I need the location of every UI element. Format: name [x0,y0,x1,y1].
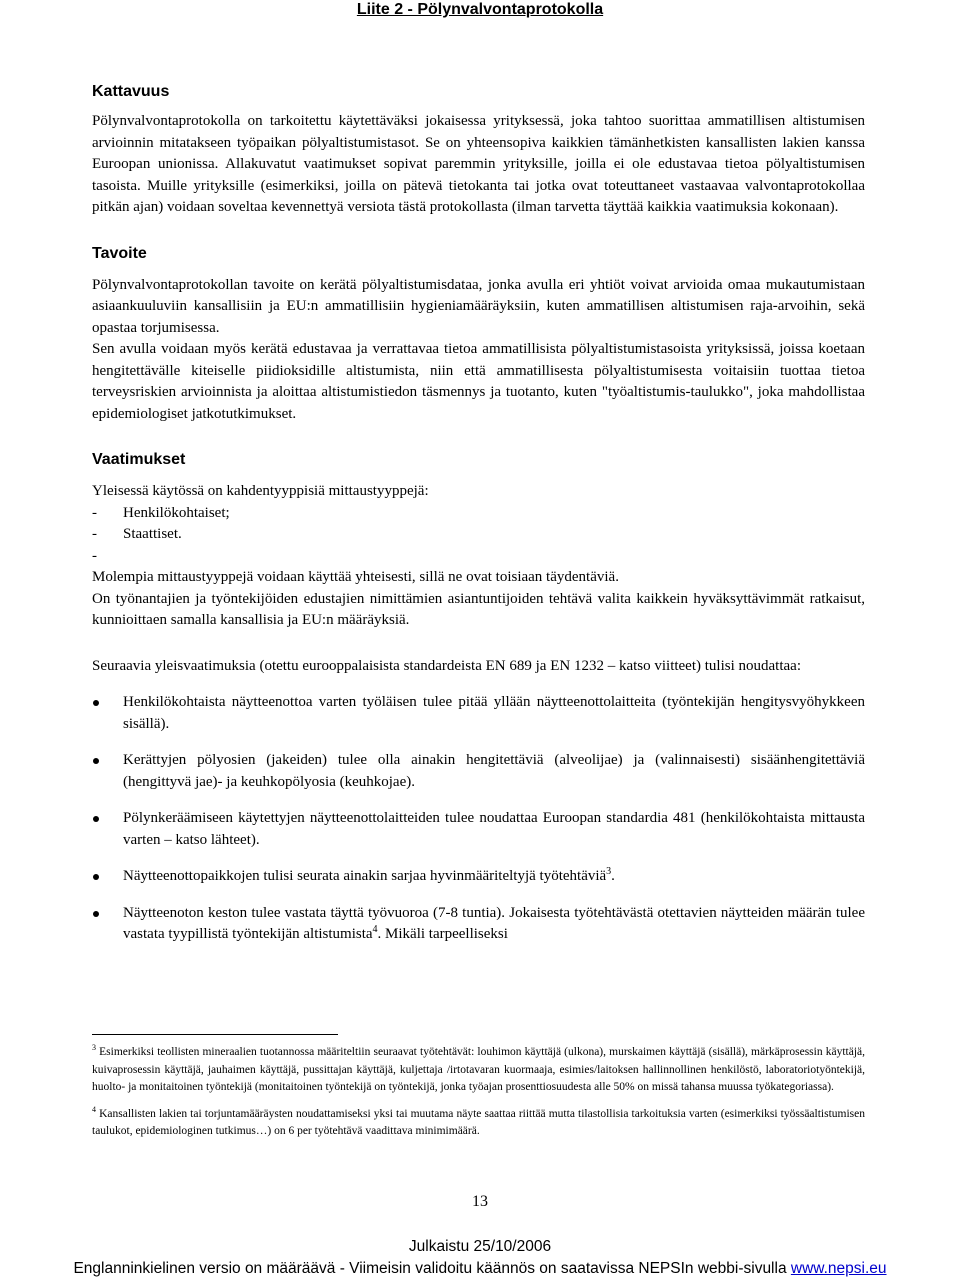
bullet-icon [93,758,99,764]
footnote-number: 3 [92,1043,96,1053]
bullet-text: Kerättyjen pölyosien (jakeiden) tulee olla ainakin hengitettäviä (alveolijae) ja (valinnaisesti) sisäänhengitettäviä (hengittyvä jae)- ja keuhkopölyosia (keuhkojae). [123,752,865,790]
list-item-text: Staattiset. [123,526,182,542]
footer-notice-text: Englanninkielinen versio on määräävä - Viimeisin validoitu käännös on saatavissa NEPSIn webbi-sivulla [73,1260,791,1277]
list-item [92,808,865,851]
nepsi-website-link[interactable]: www.nepsi.eu [790,1260,887,1277]
employers-paragraph: On työnantajien ja työntekijöiden edustajien nimittämien asiantuntijoiden tehtävä valita kaikkein hyväksyttävimmät ratkaisut, kunnioittaen samalla kansallisia ja EU:n määräyksiä. [92,590,865,628]
list-item [92,750,865,793]
kattavuus-paragraph: Pölynvalvontaprotokolla on tarkoitettu käytettäväksi jokaisessa yrityksessä, joka tahtoo suorittaa ammatillisen altistumisen arvioinnin mitatakseen työpaikan pölyaltistumistasot. Se on yhteensopiva kaikkien tämänhetkisten kansallisten lakien kanssa Euroopan unionissa. Allakuvatut vaatimukset sopivat paremmin yrityksille, joilla ei ole edustavaa tietoa pölyaltistumisen tasoista. Muille yrityksille (esimerkiksi, joilla on pätevä tietokanta tai jotka ovat toteuttaneet vastaavaa valvontaprotokollaa pitkän ajan) voidaan soveltaa kevennettyä versiota tästä protokollasta (ilman tarvetta täyttää kaikkia vaatimuksia kokonaan). [92,113,865,215]
main-content [92,82,865,946]
page-title: Liite 2 - Pölynvalvontaprotokolla [356,1,604,18]
list-item-text: Henkilökohtaiset; [123,504,230,521]
section-heading-tavoite: Tavoite [92,244,147,262]
both-types-paragraph: Molempia mittaustyyppejä voidaan käyttää yhteisesti, sillä ne ovat toisiaan täydentäviä. [92,569,619,585]
list-item [92,503,865,525]
footnote-text: Esimerkiksi teollisten mineraalien tuotannossa määriteltiin seuraavat työtehtävät: louhimon käyttäjä (ulkona), murskaimen käyttäjä (sisällä), märkäprosessin käyttäjä, kuivaprosessin käyttäjä, jauhaimen käyttäjä, pussittajan käyttäjä, kuljettaja /irtotavaran kuormaaja, esimies/laitoksen hallinnollinen henkilöstö, laboratoriotyöntekijä, huolto- ja monitaitoinen työntekijä (monitaitoinen työntekijä on työntekijä, jonka työajan prosenttiosuudesta alle 50% on missä tahansa muussa työkategoriassa). [92,1046,865,1093]
dash-marker: - [92,547,97,564]
footnote-ref[interactable]: 3 [606,866,612,877]
tavoite-paragraph-2: Sen avulla voidaan myös kerätä edustavaa ja verrattavaa tietoa ammatillisista pölyaltistumistasoista yrityksissä, joissa koetaan hengitettävälle kiteiselle piidioksidille altistumista, niin että ammatillisesta pölyaltistumisesta voitaisiin tuottaa tietoa terveysriskien arvioinnista ja aloittaa altistumistiedon täsmennys ja tuotanto, kuten "työaltistumis-taulukko", joka mahdollistaa epidemiologiset jatkotutkimukset. [92,341,865,422]
bullet-icon [93,816,99,822]
bullet-text: Näytteenottopaikkojen tulisi seurata ainakin sarjaa hyvinmääriteltyjä työtehtäviä [123,868,607,884]
footnotes [92,1044,865,1141]
tavoite-paragraph-1: Pölynvalvontaprotokollan tavoite on kerätä pölyaltistumisdataa, jonka avulla eri yhtiöt voivat arvioida omaa mukautumistaan asiaankuuluviin kansallisiin ja EU:n ammatillisiin hygieniamääräyksiin, kuten ammatillisen altistumisen raja-arvoihin, sekä opastaa torjumisessa. [92,276,865,336]
dash-marker: - [92,504,97,521]
footnote-3 [92,1044,865,1097]
bullet-text: Henkilökohtaista näytteenottoa varten työläisen tulee pitää yllään näytteenottolaitteita (työntekijän hengitysvyöhykkeen sisällä). [123,694,865,732]
list-item [92,546,865,568]
bullet-icon [93,700,99,706]
vaatimukset-intro: Yleisessä käytössä on kahdentyyppisiä mittaustyyppejä: [92,483,429,499]
list-item [92,866,865,888]
dash-marker: - [92,526,97,542]
list-item [92,692,865,735]
list-item [92,903,865,946]
footnote-number: 4 [92,1104,96,1114]
footnote-4 [92,1106,865,1141]
requirements-bullet-list [92,692,865,946]
published-date: Julkaistu 25/10/2006 [408,1238,552,1255]
footnote-text: Kansallisten lakien tai torjuntamääräysten noudattamiseksi yksi tai muutama näyte saattaa riittää mutta tilastollisia tarkoituksia varten (esimerkiksi työssäaltistumisen taulukot, epidemiologinen tutkimus…) on 6 per työtehtävä vaadittava minimimäärä. [92,1107,865,1137]
page-number: 13 [472,1193,488,1210]
bullet-icon [93,874,99,880]
bullet-icon [93,911,99,917]
footnote-separator [92,1034,338,1035]
bullet-text-after: . Mikäli tarpeelliseksi [377,926,508,942]
bullet-text: Näytteenoton keston tulee vastata täyttä työvuoroa (7-8 tuntia). Jokaisesta työtehtävästä otettavien näytteiden määrän tulee vastata tyypillistä työntekijän altistumista [123,904,865,942]
list-item [92,524,865,546]
footer-notice [0,1259,960,1279]
section-heading-kattavuus: Kattavuus [92,83,170,100]
section-heading-vaatimukset: Vaatimukset [92,451,186,468]
general-requirements-paragraph: Seuraavia yleisvaatimuksia (otettu eurooppalaisista standardeista EN 689 ja EN 1232 – katso viitteet) tulisi noudattaa: [92,657,801,674]
bullet-text-after: . [611,868,615,884]
bullet-text: Pölynkeräämiseen käytettyjen näytteenottolaitteiden tulee noudattaa Euroopan standardia 481 (henkilökohtaista mittausta varten – katso lähteet). [123,810,865,848]
measurement-types-list [92,503,865,568]
footnote-ref[interactable]: 4 [372,924,378,935]
